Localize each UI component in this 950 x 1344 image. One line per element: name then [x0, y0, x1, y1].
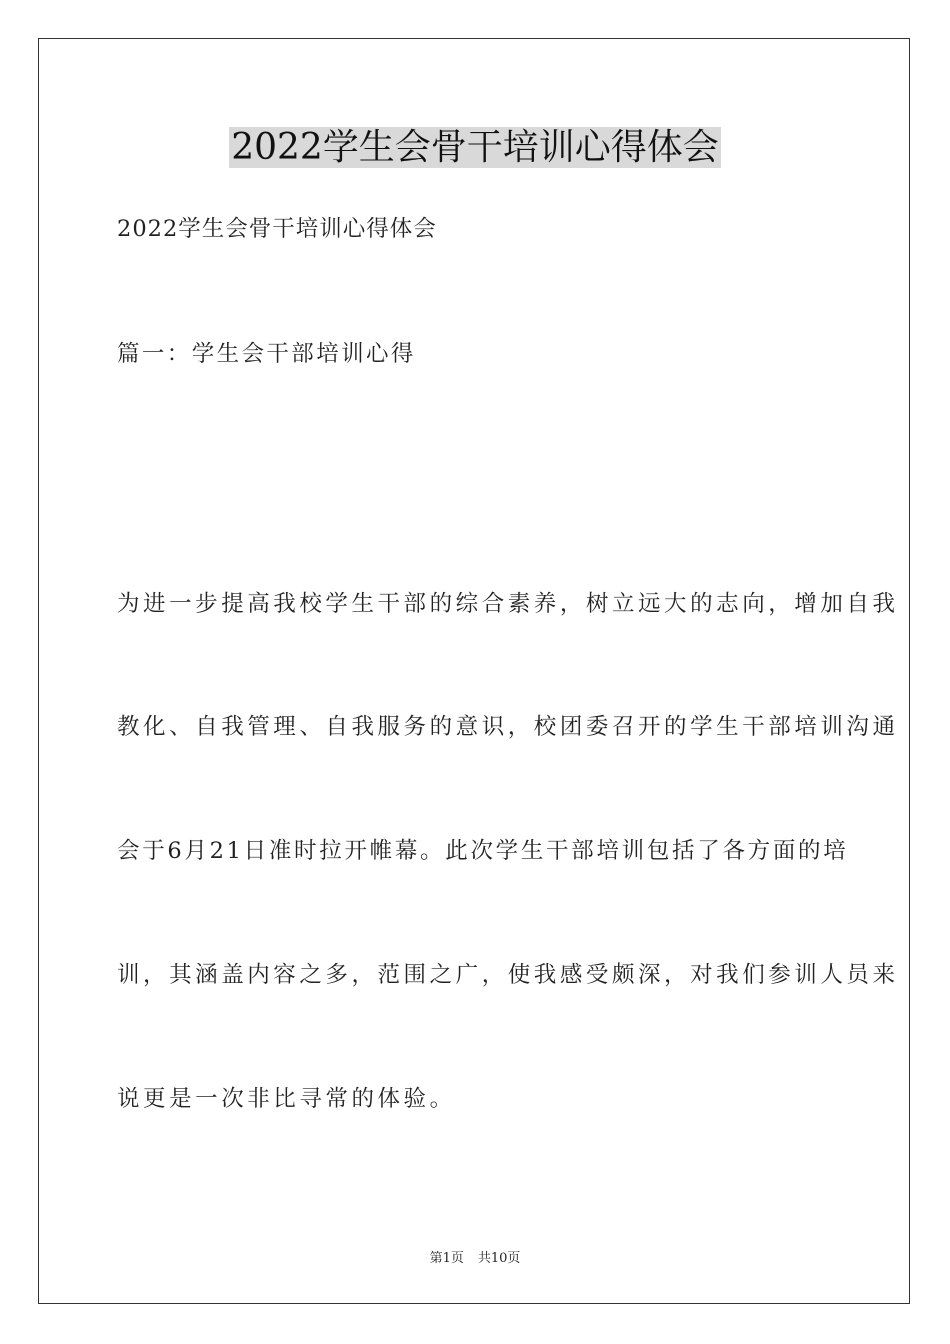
paragraph-line: 会于6月21日准时拉开帷幕。此次学生干部培训包括了各方面的培: [117, 838, 849, 864]
page-number: 第1页: [429, 1251, 464, 1266]
section-heading: 篇一：学生会干部培训心得: [117, 341, 416, 367]
page-footer: [0, 1247, 950, 1266]
paragraph-line: 教化、自我管理、自我服务的意识，校团委召开的学生干部培训沟通: [117, 714, 899, 740]
document-subtitle: 2022学生会骨干培训心得体会: [117, 216, 437, 242]
document-title-text: 2022学生会骨干培训心得体会: [231, 127, 719, 168]
paragraph-line: 训，其涵盖内容之多，范围之广，使我感受颇深，对我们参训人员来: [117, 962, 899, 988]
paragraph-line: 为进一步提高我校学生干部的综合素养，树立远大的志向，增加自我: [117, 591, 899, 617]
paragraph-line: 说更是一次非比寻常的体验。: [117, 1086, 456, 1112]
document-title: [0, 126, 950, 170]
page-total: 共10页: [477, 1251, 521, 1266]
